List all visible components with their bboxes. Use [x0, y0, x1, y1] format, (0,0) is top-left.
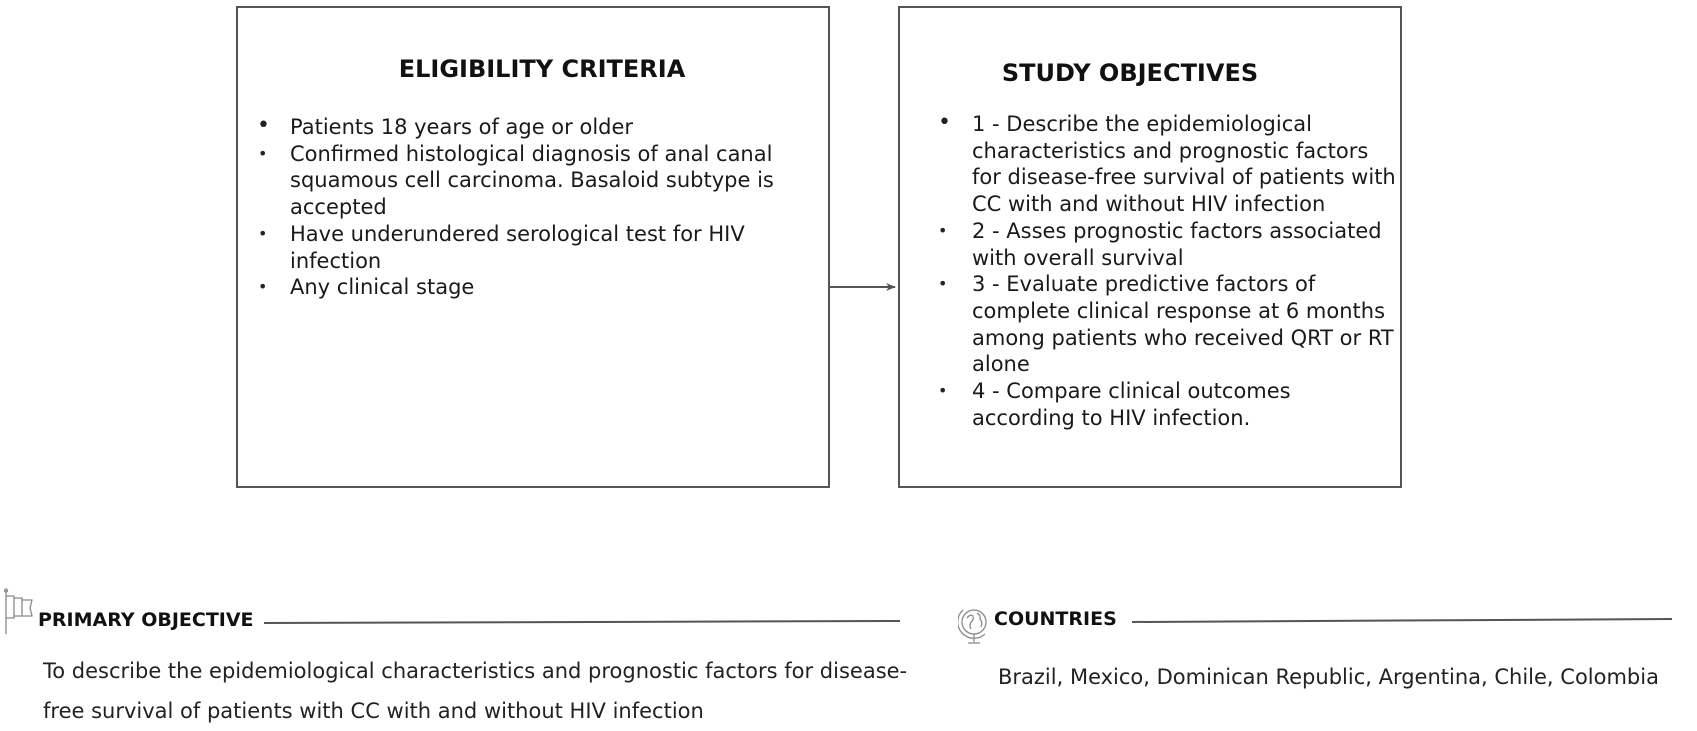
primary-objective-label: PRIMARY OBJECTIVE [38, 609, 254, 631]
eligibility-item: • Have underundered serological test for HIV infection [256, 221, 816, 274]
countries-rule [1132, 619, 1672, 622]
eligibility-item: • Any clinical stage [256, 274, 816, 301]
countries-text: Brazil, Mexico, Dominican Republic, Argentina, Chile, Colombia [998, 665, 1659, 689]
study-objectives-title: STUDY OBJECTIVES [1001, 59, 1259, 87]
eligibility-item: • Patients 18 years of age or older [256, 114, 816, 141]
primary-objective-text: To describe the epidemiological characteristics and prognostic factors for disease-free survival of patients with CC with and without HIV infection [43, 659, 908, 723]
flag-icon [2, 588, 36, 636]
objective-item: • 2 - Asses prognostic factors associated with overall survival [938, 218, 1398, 271]
globe-icon [958, 602, 990, 648]
objective-item: • 4 - Compare clinical outcomes according to HIV infection. [938, 378, 1398, 431]
eligibility-item: • Confirmed histological diagnosis of anal canal squamous cell carcinoma. Basaloid subtype is accepted [256, 141, 816, 221]
objective-item: • 3 - Evaluate predictive factors of complete clinical response at 6 months among patients who received QRT or RT alone [938, 271, 1398, 378]
objective-item: • 1 - Describe the epidemiological characteristics and prognostic factors for disease-free survival of patients with CC with and without HIV infection [938, 111, 1398, 218]
primary-objective-rule [264, 621, 900, 623]
countries-label: COUNTRIES [994, 608, 1117, 630]
eligibility-criteria-title: ELIGIBILITY CRITERIA [398, 55, 686, 83]
